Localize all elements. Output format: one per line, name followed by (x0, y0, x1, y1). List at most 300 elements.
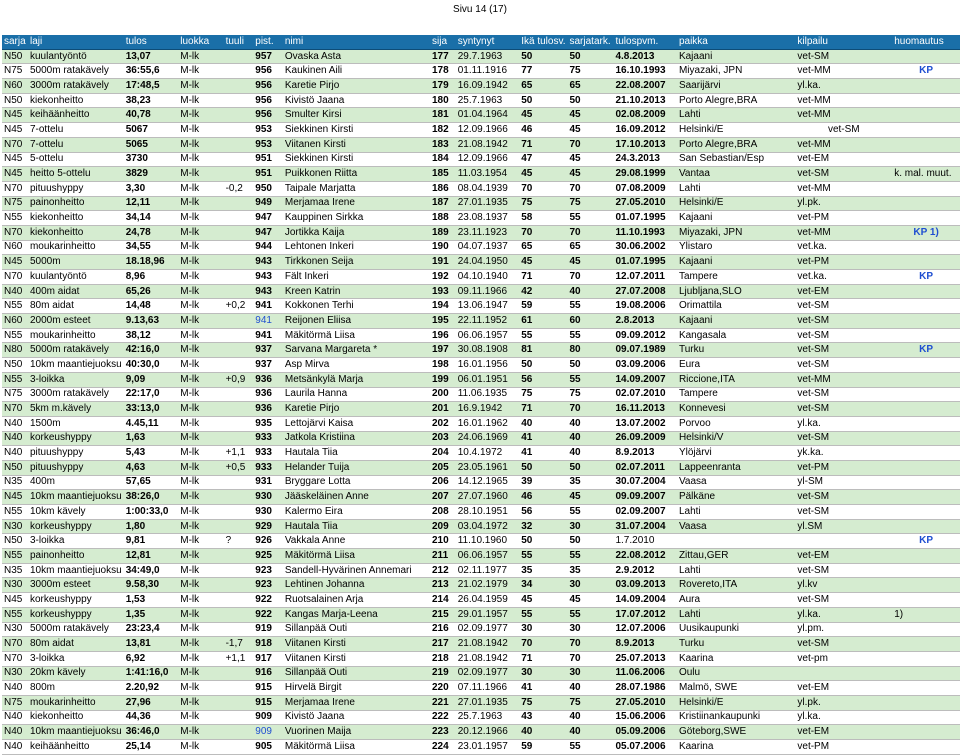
table-cell (224, 593, 254, 608)
table-cell: 5,43 (124, 446, 179, 461)
table-cell (224, 167, 254, 182)
table-cell: M-lk (178, 725, 223, 740)
table-row (2, 108, 960, 123)
table-cell: 9,09 (124, 372, 179, 387)
table-cell: M-lk (178, 593, 223, 608)
table-cell: 1,63 (124, 431, 179, 446)
table-cell: Mäkitörmä Liisa (283, 328, 430, 343)
table-cell: 20.12.1966 (456, 725, 520, 740)
table-row (2, 475, 960, 490)
table-row (2, 563, 960, 578)
table-cell: 951 (253, 167, 283, 182)
table-cell: 55 (568, 607, 614, 622)
table-cell: 02.11.1977 (456, 563, 520, 578)
table-cell: 13.06.1947 (456, 299, 520, 314)
table-cell: -0,2 (224, 181, 254, 196)
table-cell: 40 (568, 416, 614, 431)
table-cell: Siekkinen Kirsti (283, 152, 430, 167)
table-cell: N55 (2, 328, 28, 343)
table-cell: 11.10.1993 (613, 225, 677, 240)
table-body (2, 49, 960, 754)
table-cell: vet-MM (795, 225, 892, 240)
table-cell: Jortikka Kaija (283, 225, 430, 240)
table-cell: 25.07.2013 (613, 651, 677, 666)
table-cell: 1:41:16,0 (124, 666, 179, 681)
table-cell: 14.12.1965 (456, 475, 520, 490)
table-cell: 4.8.2013 (613, 49, 677, 64)
table-cell: +0,5 (224, 460, 254, 475)
table-cell: 35 (568, 563, 614, 578)
table-cell: Kivistö Jaana (283, 710, 430, 725)
table-cell (795, 666, 892, 681)
table-cell: 09.09.2007 (613, 490, 677, 505)
table-cell: M-lk (178, 549, 223, 564)
table-cell: 14.09.2007 (613, 372, 677, 387)
table-cell: N40 (2, 416, 28, 431)
table-cell: 02.08.2009 (613, 108, 677, 123)
table-cell: 30.08.1908 (456, 343, 520, 358)
table-row (2, 284, 960, 299)
table-cell: Orimattila (677, 299, 795, 314)
table-cell: KP (892, 534, 960, 549)
table-cell (892, 651, 960, 666)
table-cell: 20km kävely (28, 666, 124, 681)
table-cell: 214 (430, 593, 456, 608)
table-cell: 55 (568, 211, 614, 226)
table-cell: M-lk (178, 255, 223, 270)
table-row (2, 505, 960, 520)
table-cell: 41 (519, 431, 567, 446)
table-cell: 188 (430, 211, 456, 226)
table-cell: Viitanen Kirsti (283, 651, 430, 666)
table-cell: Lahti (677, 563, 795, 578)
table-cell: 30.06.2002 (613, 240, 677, 255)
table-cell: 935 (253, 416, 283, 431)
table-cell: 943 (253, 255, 283, 270)
table-cell (892, 137, 960, 152)
table-cell: M-lk (178, 446, 223, 461)
table-cell: 8.9.2013 (613, 446, 677, 461)
table-cell: 918 (253, 637, 283, 652)
table-cell: vet.ka. (795, 270, 892, 285)
table-cell: vet-SM (795, 314, 892, 329)
table-row (2, 534, 960, 549)
table-cell: 3,30 (124, 181, 179, 196)
table-cell: Jatkola Kristiina (283, 431, 430, 446)
table-cell: M-lk (178, 196, 223, 211)
table-cell: 931 (253, 475, 283, 490)
table-cell: vet-PM (795, 211, 892, 226)
table-cell: 03.09.2006 (613, 358, 677, 373)
table-cell: 75 (568, 695, 614, 710)
table-cell: 221 (430, 695, 456, 710)
table-cell (892, 578, 960, 593)
table-cell: 22.08.2007 (613, 79, 677, 94)
table-cell: 213 (430, 578, 456, 593)
table-cell (892, 196, 960, 211)
table-cell: 35 (568, 475, 614, 490)
table-cell: 196 (430, 328, 456, 343)
table-cell: vet-SM (795, 358, 892, 373)
table-cell: 27.07.1960 (456, 490, 520, 505)
table-cell: Helsinki/E (677, 196, 795, 211)
table-cell: 50 (519, 49, 567, 64)
table-row (2, 681, 960, 696)
table-cell: 55 (568, 549, 614, 564)
table-cell: KP 1) (892, 225, 960, 240)
table-cell: 05.07.2006 (613, 740, 677, 755)
table-cell: Helsinki/E (677, 123, 795, 138)
table-row (2, 123, 960, 138)
table-cell: 951 (253, 152, 283, 167)
table-cell: Uusikaupunki (677, 622, 795, 637)
table-cell (892, 314, 960, 329)
table-cell (224, 64, 254, 79)
table-cell: 40 (568, 725, 614, 740)
table-cell: 919 (253, 622, 283, 637)
table-cell: vet-PM (795, 255, 892, 270)
table-cell: M-lk (178, 358, 223, 373)
table-cell: Merjamaa Irene (283, 695, 430, 710)
table-cell: 13.07.2002 (613, 416, 677, 431)
table-cell: keihäänheitto (28, 740, 124, 755)
table-cell (892, 505, 960, 520)
table-cell: 12.09.1966 (456, 152, 520, 167)
table-cell: 26.09.2009 (613, 431, 677, 446)
table-cell: N80 (2, 343, 28, 358)
table-cell: vet-EM (795, 284, 892, 299)
table-cell: 45 (568, 490, 614, 505)
table-cell: 09.09.2012 (613, 328, 677, 343)
table-cell: Laurila Hanna (283, 387, 430, 402)
table-cell: N70 (2, 181, 28, 196)
table-cell: 1,35 (124, 607, 179, 622)
table-cell: M-lk (178, 181, 223, 196)
table-cell: Oulu (677, 666, 795, 681)
table-row (2, 225, 960, 240)
table-cell: 02.09.2007 (613, 505, 677, 520)
table-cell: 3-loikka (28, 651, 124, 666)
table-cell (892, 181, 960, 196)
table-cell: 06.06.1957 (456, 549, 520, 564)
table-cell: 77 (519, 64, 567, 79)
table-row (2, 710, 960, 725)
table-cell: N70 (2, 137, 28, 152)
table-cell: N35 (2, 475, 28, 490)
table-cell (892, 549, 960, 564)
table-cell (224, 240, 254, 255)
table-cell: vet-PM (795, 740, 892, 755)
table-row (2, 299, 960, 314)
table-cell: 3000m esteet (28, 578, 124, 593)
table-row (2, 549, 960, 564)
table-cell (892, 446, 960, 461)
table-cell: M-lk (178, 666, 223, 681)
table-cell: Lahti (677, 108, 795, 123)
table-cell: 06.01.1951 (456, 372, 520, 387)
table-cell (224, 578, 254, 593)
table-cell: N30 (2, 666, 28, 681)
table-cell: M-lk (178, 563, 223, 578)
table-cell: 70 (519, 181, 567, 196)
table-cell: 12.07.2006 (613, 622, 677, 637)
table-cell: 16.09.1942 (456, 79, 520, 94)
table-cell: 22.11.1952 (456, 314, 520, 329)
table-cell: Saarijärvi (677, 79, 795, 94)
table-row (2, 695, 960, 710)
table-cell: 191 (430, 255, 456, 270)
table-cell: 3829 (124, 167, 179, 182)
table-cell: 218 (430, 651, 456, 666)
table-row (2, 519, 960, 534)
table-cell (892, 563, 960, 578)
table-cell: 30.07.2004 (613, 475, 677, 490)
table-cell: Turku (677, 637, 795, 652)
table-cell: 70 (519, 637, 567, 652)
table-cell: 933 (253, 446, 283, 461)
table-cell: vet-SM (795, 299, 892, 314)
table-cell: Kaarina (677, 651, 795, 666)
table-cell: M-lk (178, 64, 223, 79)
table-cell (892, 358, 960, 373)
table-cell: 71 (519, 137, 567, 152)
table-cell: 24.04.1950 (456, 255, 520, 270)
table-cell: 16.11.2013 (613, 402, 677, 417)
table-cell (892, 240, 960, 255)
table-cell (224, 505, 254, 520)
table-cell: 75 (568, 196, 614, 211)
table-cell (892, 490, 960, 505)
table-cell (224, 431, 254, 446)
table-cell (892, 519, 960, 534)
table-cell: M-lk (178, 211, 223, 226)
table-cell: 9.13,63 (124, 314, 179, 329)
table-cell: M-lk (178, 108, 223, 123)
table-cell: M-lk (178, 505, 223, 520)
table-cell: 23.11.1923 (456, 225, 520, 240)
results-table (2, 35, 960, 755)
table-cell: Karetie Pirjo (283, 402, 430, 417)
table-cell (892, 725, 960, 740)
table-cell: vet-PM (795, 460, 892, 475)
table-cell: KP (892, 64, 960, 79)
table-cell: 10km maantiejuoksu (28, 358, 124, 373)
table-cell (224, 740, 254, 755)
table-cell: Helsinki/V (677, 431, 795, 446)
table-cell: N55 (2, 299, 28, 314)
table-cell: 01.07.1995 (613, 255, 677, 270)
column-header: huomautus (892, 35, 960, 49)
table-cell: moukarinheitto (28, 328, 124, 343)
table-cell: 222 (430, 710, 456, 725)
table-cell (224, 270, 254, 285)
table-cell: 929 (253, 519, 283, 534)
table-cell: vet-MM (795, 108, 892, 123)
table-cell: Aura (677, 593, 795, 608)
table-cell: 14,48 (124, 299, 179, 314)
table-cell: korkeushyppy (28, 593, 124, 608)
table-cell (224, 79, 254, 94)
table-cell: 27,96 (124, 695, 179, 710)
table-cell: 40 (568, 431, 614, 446)
table-cell: 55 (519, 328, 567, 343)
table-cell: 926 (253, 534, 283, 549)
table-cell: 38,12 (124, 328, 179, 343)
table-cell: M-lk (178, 607, 223, 622)
table-cell: yl.pk. (795, 196, 892, 211)
table-cell: Vaasa (677, 475, 795, 490)
table-cell: 12,81 (124, 549, 179, 564)
table-cell: 02.09.1977 (456, 666, 520, 681)
table-cell: 949 (253, 196, 283, 211)
table-cell: 944 (253, 240, 283, 255)
table-cell: 6,92 (124, 651, 179, 666)
table-cell (224, 284, 254, 299)
table-cell: 950 (253, 181, 283, 196)
table-cell: 32 (519, 519, 567, 534)
table-cell: 3000m ratakävely (28, 79, 124, 94)
table-cell: 947 (253, 225, 283, 240)
table-cell: 15.06.2006 (613, 710, 677, 725)
table-cell: 9.58,30 (124, 578, 179, 593)
table-cell: N50 (2, 49, 28, 64)
table-cell (892, 328, 960, 343)
table-cell: 23.08.1937 (456, 211, 520, 226)
table-cell (224, 681, 254, 696)
table-cell: 65 (568, 79, 614, 94)
table-cell: yk.ka. (795, 446, 892, 461)
table-cell: N55 (2, 549, 28, 564)
table-cell: vet-MM (795, 372, 892, 387)
table-cell: Lehtonen Inkeri (283, 240, 430, 255)
table-cell: 28.10.1951 (456, 505, 520, 520)
table-cell: 12.09.1966 (456, 123, 520, 138)
table-cell: 55 (568, 505, 614, 520)
table-cell: 04.07.1937 (456, 240, 520, 255)
table-cell (224, 211, 254, 226)
table-cell: 04.10.1940 (456, 270, 520, 285)
table-cell: -1,7 (224, 637, 254, 652)
column-header: nimi (283, 35, 430, 49)
table-row (2, 431, 960, 446)
table-cell: 917 (253, 651, 283, 666)
table-cell: N45 (2, 152, 28, 167)
table-cell: M-lk (178, 534, 223, 549)
table-cell: Rovereto,ITA (677, 578, 795, 593)
table-cell (224, 607, 254, 622)
table-cell: 40 (519, 725, 567, 740)
table-cell: N40 (2, 284, 28, 299)
table-cell: vet-EM (795, 152, 892, 167)
table-cell: 70 (568, 137, 614, 152)
table-cell: 30 (568, 519, 614, 534)
table-cell: vet-SM (795, 49, 892, 64)
table-cell: M-lk (178, 137, 223, 152)
table-cell (224, 343, 254, 358)
table-cell: 50 (568, 460, 614, 475)
table-cell: 1,53 (124, 593, 179, 608)
table-cell: yl.ka. (795, 79, 892, 94)
table-cell: M-lk (178, 519, 223, 534)
table-row (2, 578, 960, 593)
table-row (2, 372, 960, 387)
table-cell: Lahti (677, 607, 795, 622)
table-cell: N40 (2, 740, 28, 755)
table-cell: 194 (430, 299, 456, 314)
table-cell: Kajaani (677, 211, 795, 226)
table-cell: 70 (568, 181, 614, 196)
table-cell: 201 (430, 402, 456, 417)
table-row (2, 446, 960, 461)
table-cell: M-lk (178, 49, 223, 64)
table-cell: 75 (568, 64, 614, 79)
table-cell: 01.07.1995 (613, 211, 677, 226)
table-cell: 56 (519, 505, 567, 520)
table-cell: 16.10.1993 (613, 64, 677, 79)
table-cell: 36:55,6 (124, 64, 179, 79)
table-cell: 27.01.1935 (456, 196, 520, 211)
table-cell: 24,78 (124, 225, 179, 240)
table-cell: M-lk (178, 637, 223, 652)
table-cell: 30 (519, 622, 567, 637)
table-cell: 16.9.1942 (456, 402, 520, 417)
table-cell: 1.7.2010 (613, 534, 677, 549)
table-cell: 14.09.2004 (613, 593, 677, 608)
table-cell: k. mal. muut. (892, 167, 960, 182)
table-cell: korkeushyppy (28, 431, 124, 446)
table-cell: 65,26 (124, 284, 179, 299)
table-cell: 05.09.2006 (613, 725, 677, 740)
table-cell (224, 387, 254, 402)
table-cell (224, 519, 254, 534)
table-cell (224, 137, 254, 152)
table-cell: 35 (519, 563, 567, 578)
table-cell: 179 (430, 79, 456, 94)
table-cell: Tampere (677, 270, 795, 285)
table-cell: 02.07.2011 (613, 460, 677, 475)
table-cell: 34 (519, 578, 567, 593)
table-cell: 46 (519, 490, 567, 505)
table-row (2, 211, 960, 226)
table-cell: M-lk (178, 681, 223, 696)
table-cell: Kokkonen Terhi (283, 299, 430, 314)
table-cell: 210 (430, 534, 456, 549)
table-cell: 40:30,0 (124, 358, 179, 373)
table-cell: M-lk (178, 284, 223, 299)
table-cell: 10km maantiejuoksu (28, 563, 124, 578)
table-cell: vet-pm (795, 651, 892, 666)
table-cell: 923 (253, 578, 283, 593)
table-cell: 71 (519, 402, 567, 417)
table-cell: 29.01.1957 (456, 607, 520, 622)
table-cell: 65 (519, 79, 567, 94)
table-cell: M-lk (178, 416, 223, 431)
column-header: sarja (2, 35, 28, 49)
table-cell: 19.08.2006 (613, 299, 677, 314)
table-cell: 10km maantiejuoksu (28, 725, 124, 740)
table-cell (892, 93, 960, 108)
table-cell: 5065 (124, 137, 179, 152)
table-cell: 916 (253, 666, 283, 681)
table-cell: 181 (430, 108, 456, 123)
table-cell (892, 123, 960, 138)
table-row (2, 196, 960, 211)
table-row (2, 490, 960, 505)
table-cell: 03.04.1972 (456, 519, 520, 534)
table-cell: 220 (430, 681, 456, 696)
table-cell: Mäkitörmä Liisa (283, 549, 430, 564)
table-cell: Porto Alegre,BRA (677, 93, 795, 108)
